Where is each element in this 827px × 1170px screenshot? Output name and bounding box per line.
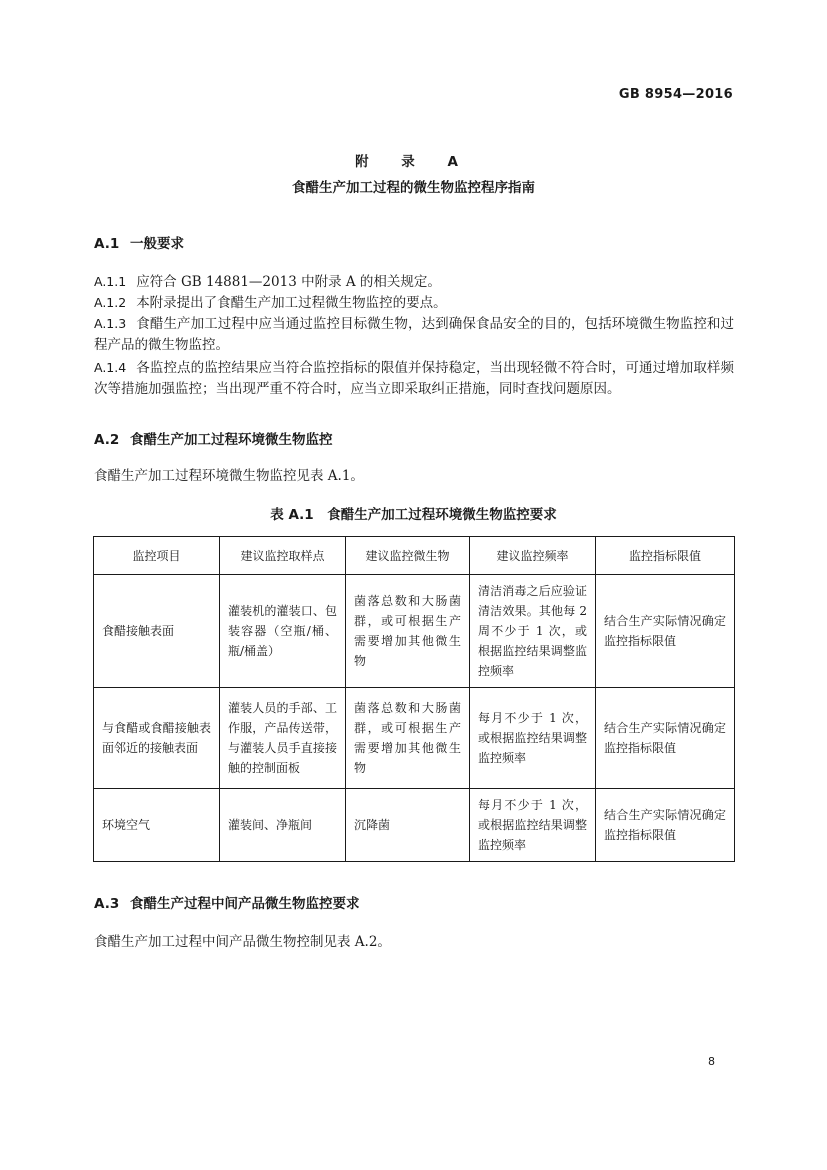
clause-text: 各监控点的监控结果应当符合监控指标的限值并保持稳定，当出现轻微不符合时，可通过增加取样频次等措施加强监控；当出现严重不符合时，应当立即采取纠正措施，同时查找问题原因。 <box>94 360 734 397</box>
annex-title: 食醋生产加工过程的微生物监控程序指南 <box>292 180 535 196</box>
section-title: 食醋生产过程中间产品微生物监控要求 <box>130 896 360 912</box>
table-cell: 食醋接触表面 <box>94 575 220 688</box>
clause-text: 应符合 GB 14881—2013 中附录 A 的相关规定。 <box>136 274 441 290</box>
section-number: A.3 <box>94 896 120 912</box>
annex-label-text: 附 录 A <box>355 154 472 170</box>
section-heading-a3 <box>94 892 360 912</box>
clause-a1-1 <box>94 271 734 293</box>
section-a3-intro: 食醋生产加工过程中间产品微生物控制见表 A.2。 <box>94 934 391 950</box>
table-cell: 结合生产实际情况确定监控指标限值 <box>596 789 735 862</box>
clause-number: A.1.2 <box>94 295 127 310</box>
standard-code: GB 8954—2016 <box>618 87 733 102</box>
table-row <box>94 575 735 688</box>
table-cell: 与食醋或食醋接触表面邻近的接触表面 <box>94 688 220 789</box>
clause-text: 食醋生产加工过程中应当通过监控目标微生物，达到确保食品安全的目的，包括环境微生物监控和过程产品的微生物监控。 <box>94 316 734 353</box>
section-a2-intro: 食醋生产加工过程环境微生物监控见表 A.1。 <box>94 468 364 484</box>
table-header-cell: 建议监控频率 <box>470 537 596 575</box>
table-row <box>94 789 735 862</box>
clause-a1-4 <box>94 357 734 400</box>
table-header-cell: 建议监控取样点 <box>220 537 346 575</box>
table-header-cell: 建议监控微生物 <box>346 537 470 575</box>
table-header-cell: 监控项目 <box>94 537 220 575</box>
table-cell: 每月不少于 1 次，或根据监控结果调整监控频率 <box>470 688 596 789</box>
clause-text: 本附录提出了食醋生产加工过程微生物监控的要点。 <box>136 295 447 311</box>
table-caption: 表 A.1 食醋生产加工过程环境微生物监控要求 <box>270 507 557 523</box>
section-title: 一般要求 <box>130 236 184 252</box>
table-cell: 每月不少于 1 次，或根据监控结果调整监控频率 <box>470 789 596 862</box>
clause-number: A.1.1 <box>94 274 127 289</box>
annex-label <box>0 150 827 170</box>
page-number: 8 <box>708 1055 715 1068</box>
monitoring-table <box>93 536 735 862</box>
table-cell: 菌落总数和大肠菌群，或可根据生产需要增加其他微生物 <box>346 688 470 789</box>
clause-number: A.1.3 <box>94 316 127 331</box>
section-number: A.2 <box>94 432 120 448</box>
section-number: A.1 <box>94 236 120 252</box>
table-cell: 灌装机的灌装口、包装容器（空瓶/桶、瓶/桶盖） <box>220 575 346 688</box>
section-heading-a1 <box>94 232 184 252</box>
clause-a1-3 <box>94 313 734 356</box>
table-cell: 灌装间、净瓶间 <box>220 789 346 862</box>
table-cell: 沉降菌 <box>346 789 470 862</box>
section-heading-a2 <box>94 428 333 448</box>
table-cell: 灌装人员的手部、工作服，产品传送带，与灌装人员手直接接触的控制面板 <box>220 688 346 789</box>
table-row <box>94 688 735 789</box>
table-header-cell: 监控指标限值 <box>596 537 735 575</box>
section-title: 食醋生产加工过程环境微生物监控 <box>130 432 333 448</box>
clause-number: A.1.4 <box>94 360 127 375</box>
table-cell: 环境空气 <box>94 789 220 862</box>
table-cell: 结合生产实际情况确定监控指标限值 <box>596 575 735 688</box>
clause-a1-2 <box>94 292 734 314</box>
table-cell: 菌落总数和大肠菌群，或可根据生产需要增加其他微生物 <box>346 575 470 688</box>
table-cell: 清洁消毒之后应验证清洁效果。其他每 2 周不少于 1 次，或根据监控结果调整监控频率 <box>470 575 596 688</box>
table-cell: 结合生产实际情况确定监控指标限值 <box>596 688 735 789</box>
